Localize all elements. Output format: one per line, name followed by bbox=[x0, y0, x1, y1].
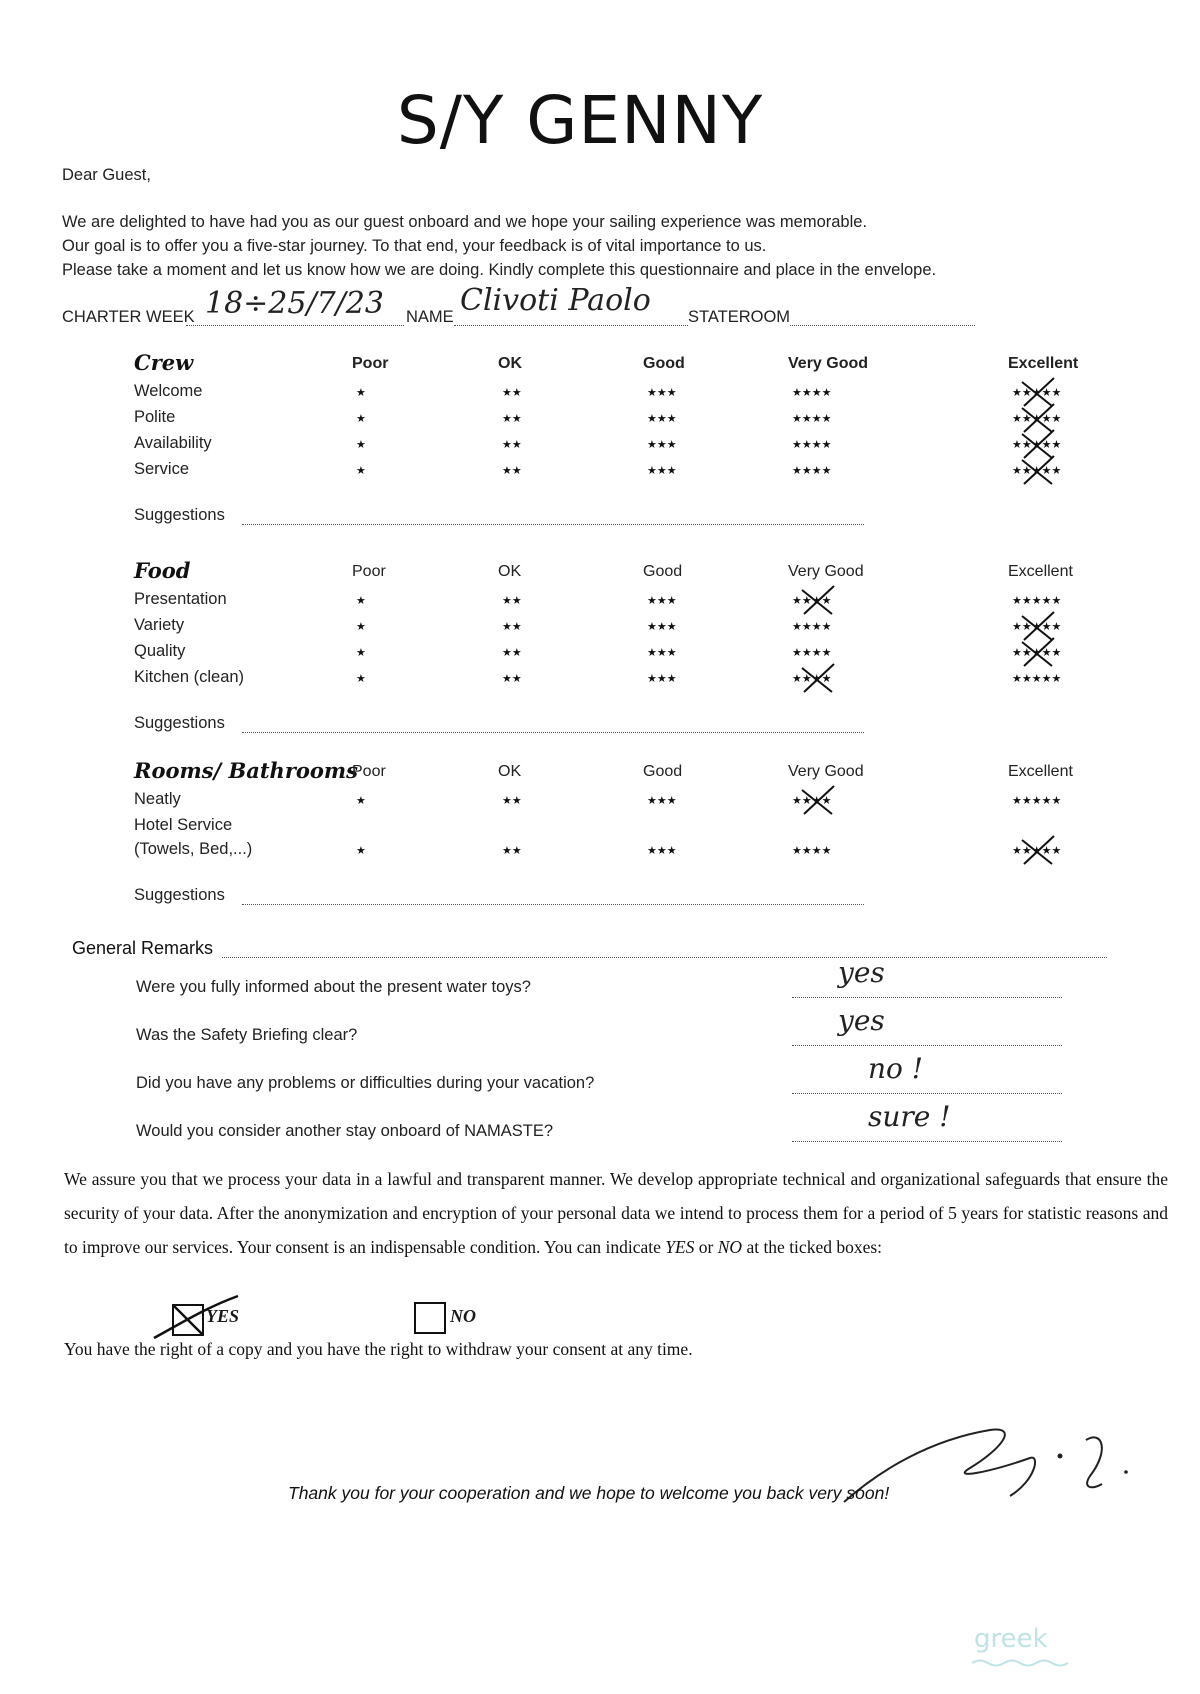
question-text: Did you have any problems or difficulties during your vacation? bbox=[136, 1074, 595, 1092]
suggestions-label: Suggestions bbox=[134, 506, 225, 524]
rating-stars[interactable]: ★★★★ bbox=[792, 464, 832, 477]
withdraw-consent-text: You have the right of a copy and you have the right to withdraw your consent at any time. bbox=[64, 1339, 693, 1359]
column-header: Good bbox=[643, 763, 683, 780]
column-header: Very Good bbox=[788, 563, 864, 580]
consent-no-checkbox[interactable] bbox=[414, 1302, 446, 1334]
general-remarks-field[interactable] bbox=[222, 956, 1107, 958]
consent-no-label: NO bbox=[450, 1306, 476, 1326]
rating-stars[interactable]: ★★★★★ bbox=[1012, 794, 1062, 807]
column-header: OK bbox=[498, 763, 522, 780]
rating-stars[interactable]: ★★★ bbox=[647, 594, 677, 607]
rating-stars[interactable]: ★ bbox=[356, 464, 366, 477]
rating-stars[interactable]: ★★★★ bbox=[792, 438, 832, 451]
handwritten-answer: sure ! bbox=[868, 1100, 951, 1133]
suggestions-field[interactable] bbox=[242, 903, 864, 905]
handwritten-answer: no ! bbox=[868, 1052, 924, 1085]
question-text: Were you fully informed about the present water toys? bbox=[136, 978, 531, 996]
rating-stars[interactable]: ★★★★★ bbox=[1012, 594, 1062, 607]
rating-stars[interactable]: ★★★★★ bbox=[1012, 620, 1062, 633]
name-label: NAME bbox=[406, 308, 454, 326]
column-header: Poor bbox=[352, 563, 386, 580]
rating-stars[interactable]: ★★★★ bbox=[792, 594, 832, 607]
rating-stars[interactable]: ★★★★ bbox=[792, 672, 832, 685]
rating-stars[interactable]: ★★ bbox=[502, 438, 522, 451]
rating-row-label: Presentation bbox=[134, 590, 227, 608]
suggestions-label: Suggestions bbox=[134, 886, 225, 904]
rating-stars[interactable]: ★★★ bbox=[647, 412, 677, 425]
stateroom-field[interactable] bbox=[790, 324, 975, 326]
watermark-logo: greek bbox=[974, 1624, 1048, 1654]
rating-stars[interactable]: ★ bbox=[356, 672, 366, 685]
rating-stars[interactable]: ★★★ bbox=[647, 464, 677, 477]
suggestions-label: Suggestions bbox=[134, 714, 225, 732]
suggestions-field[interactable] bbox=[242, 523, 864, 525]
rating-row-label: Kitchen (clean) bbox=[134, 668, 245, 686]
rating-stars[interactable]: ★★ bbox=[502, 672, 522, 685]
rating-stars[interactable]: ★ bbox=[356, 620, 366, 633]
selected-rating-cross-mark bbox=[798, 662, 838, 696]
rating-row-label: Quality bbox=[134, 642, 186, 660]
answer-field[interactable] bbox=[792, 1092, 1062, 1094]
selected-rating-cross-mark bbox=[1018, 636, 1058, 670]
column-header: Excellent bbox=[1008, 763, 1073, 780]
answer-field[interactable] bbox=[792, 996, 1062, 998]
rating-stars[interactable]: ★★★ bbox=[647, 646, 677, 659]
column-header: Good bbox=[643, 355, 685, 372]
rating-stars[interactable]: ★★★★★ bbox=[1012, 438, 1062, 451]
suggestions-field[interactable] bbox=[242, 731, 864, 733]
rating-stars[interactable]: ★★ bbox=[502, 620, 522, 633]
rating-stars[interactable]: ★ bbox=[356, 594, 366, 607]
rating-stars[interactable]: ★ bbox=[356, 412, 366, 425]
column-header: OK bbox=[498, 355, 522, 372]
rating-stars[interactable]: ★★★★ bbox=[792, 646, 832, 659]
column-header: Very Good bbox=[788, 763, 864, 780]
rating-stars[interactable]: ★★★★★ bbox=[1012, 464, 1062, 477]
rating-stars[interactable]: ★★★★★ bbox=[1012, 672, 1062, 685]
rating-stars[interactable]: ★★★★★ bbox=[1012, 412, 1062, 425]
rating-stars[interactable]: ★★ bbox=[502, 844, 522, 857]
rating-row-label: Variety bbox=[134, 616, 185, 634]
rating-row-label: Neatly bbox=[134, 790, 181, 808]
intro-line-2: Our goal is to offer you a five-star journey. To that end, your feedback is of vital importance to us. bbox=[62, 237, 767, 255]
column-header: Excellent bbox=[1008, 355, 1079, 372]
selected-rating-cross-mark bbox=[798, 584, 838, 618]
rating-stars[interactable]: ★★★★ bbox=[792, 412, 832, 425]
rating-stars[interactable]: ★★★★ bbox=[792, 620, 832, 633]
rating-stars[interactable]: ★ bbox=[356, 794, 366, 807]
rating-stars[interactable]: ★★★ bbox=[647, 438, 677, 451]
rating-stars[interactable]: ★★★ bbox=[647, 620, 677, 633]
rating-stars[interactable]: ★★ bbox=[502, 464, 522, 477]
rating-stars[interactable]: ★★★ bbox=[647, 672, 677, 685]
privacy-notice: We assure you that we process your data in a lawful and transparent manner. We develop appropriate technical and organizational safeguards that ensure the security of your data. After the anonymization and encryption of your personal data we intend to process them for a period of 5 years for statistic reasons and to improve our services. Your consent is an indispensable condition. You can indicate YES or NO at the ticked boxes: bbox=[64, 1169, 1168, 1257]
general-remarks-label: General Remarks bbox=[72, 938, 214, 958]
handwritten-answer: yes bbox=[838, 956, 885, 989]
rating-stars[interactable]: ★★★ bbox=[647, 844, 677, 857]
rating-stars[interactable]: ★★★ bbox=[647, 794, 677, 807]
answer-field[interactable] bbox=[792, 1140, 1062, 1142]
rating-stars[interactable]: ★★★★ bbox=[792, 794, 832, 807]
greeting: Dear Guest, bbox=[62, 166, 151, 184]
rating-stars[interactable]: ★★★★★ bbox=[1012, 646, 1062, 659]
footer-thanks: Thank you for your cooperation and we hope to welcome you back very soon! bbox=[288, 1483, 890, 1503]
selected-rating-cross-mark bbox=[1018, 834, 1058, 868]
rating-stars[interactable]: ★ bbox=[356, 844, 366, 857]
rating-stars[interactable]: ★★ bbox=[502, 386, 522, 399]
column-header: Very Good bbox=[788, 355, 869, 372]
rating-row-label: Availability bbox=[134, 434, 212, 452]
rating-stars[interactable]: ★ bbox=[356, 386, 366, 399]
rating-stars[interactable]: ★★★★★ bbox=[1012, 844, 1062, 857]
page-title: S/Y GENNY bbox=[396, 82, 764, 159]
section-title: Food bbox=[134, 558, 191, 583]
column-header: Excellent bbox=[1008, 563, 1073, 580]
rating-stars[interactable]: ★★★★★ bbox=[1012, 386, 1062, 399]
answer-field[interactable] bbox=[792, 1044, 1062, 1046]
stateroom-label: STATEROOM bbox=[688, 308, 791, 326]
rating-stars[interactable]: ★★ bbox=[502, 594, 522, 607]
rating-stars[interactable]: ★★ bbox=[502, 646, 522, 659]
rating-stars[interactable]: ★ bbox=[356, 438, 366, 451]
watermark-wave-icon bbox=[970, 1658, 1070, 1668]
selected-rating-cross-mark bbox=[1018, 454, 1058, 488]
intro-line-3: Please take a moment and let us know how we are doing. Kindly complete this questionnaire and place in the envelope. bbox=[62, 261, 937, 279]
section-title: Crew bbox=[134, 350, 194, 375]
question-text: Was the Safety Briefing clear? bbox=[136, 1026, 358, 1044]
rating-stars[interactable]: ★ bbox=[356, 646, 366, 659]
rating-row-label: Hotel Service bbox=[134, 816, 233, 834]
handwritten-answer: yes bbox=[838, 1004, 885, 1037]
question-text: Would you consider another stay onboard of NAMASTE? bbox=[136, 1122, 554, 1140]
charter-week-label: CHARTER WEEK bbox=[62, 308, 195, 326]
rating-stars[interactable]: ★★ bbox=[502, 412, 522, 425]
column-header: Poor bbox=[352, 763, 386, 780]
rating-stars[interactable]: ★★ bbox=[502, 794, 522, 807]
column-header: Poor bbox=[352, 355, 389, 372]
charter-week-value[interactable]: 18÷25/7/23 bbox=[205, 286, 384, 321]
consent-yes-label: YES bbox=[206, 1306, 240, 1326]
rating-row-label: (Towels, Bed,...) bbox=[134, 840, 253, 858]
column-header: OK bbox=[498, 563, 522, 580]
rating-row-label: Service bbox=[134, 460, 190, 478]
column-header: Good bbox=[643, 563, 683, 580]
rating-stars[interactable]: ★★★ bbox=[647, 386, 677, 399]
section-title: Rooms/ Bathrooms bbox=[134, 758, 358, 783]
rating-stars[interactable]: ★★★★ bbox=[792, 844, 832, 857]
rating-stars[interactable]: ★★★★ bbox=[792, 386, 832, 399]
name-value[interactable]: Clivoti Paolo bbox=[460, 283, 651, 318]
rating-row-label: Polite bbox=[134, 408, 176, 426]
selected-rating-cross-mark bbox=[798, 784, 838, 818]
intro-line-1: We are delighted to have had you as our guest onboard and we hope your sailing experience was memorable. bbox=[62, 213, 868, 231]
rating-row-label: Welcome bbox=[134, 382, 203, 400]
